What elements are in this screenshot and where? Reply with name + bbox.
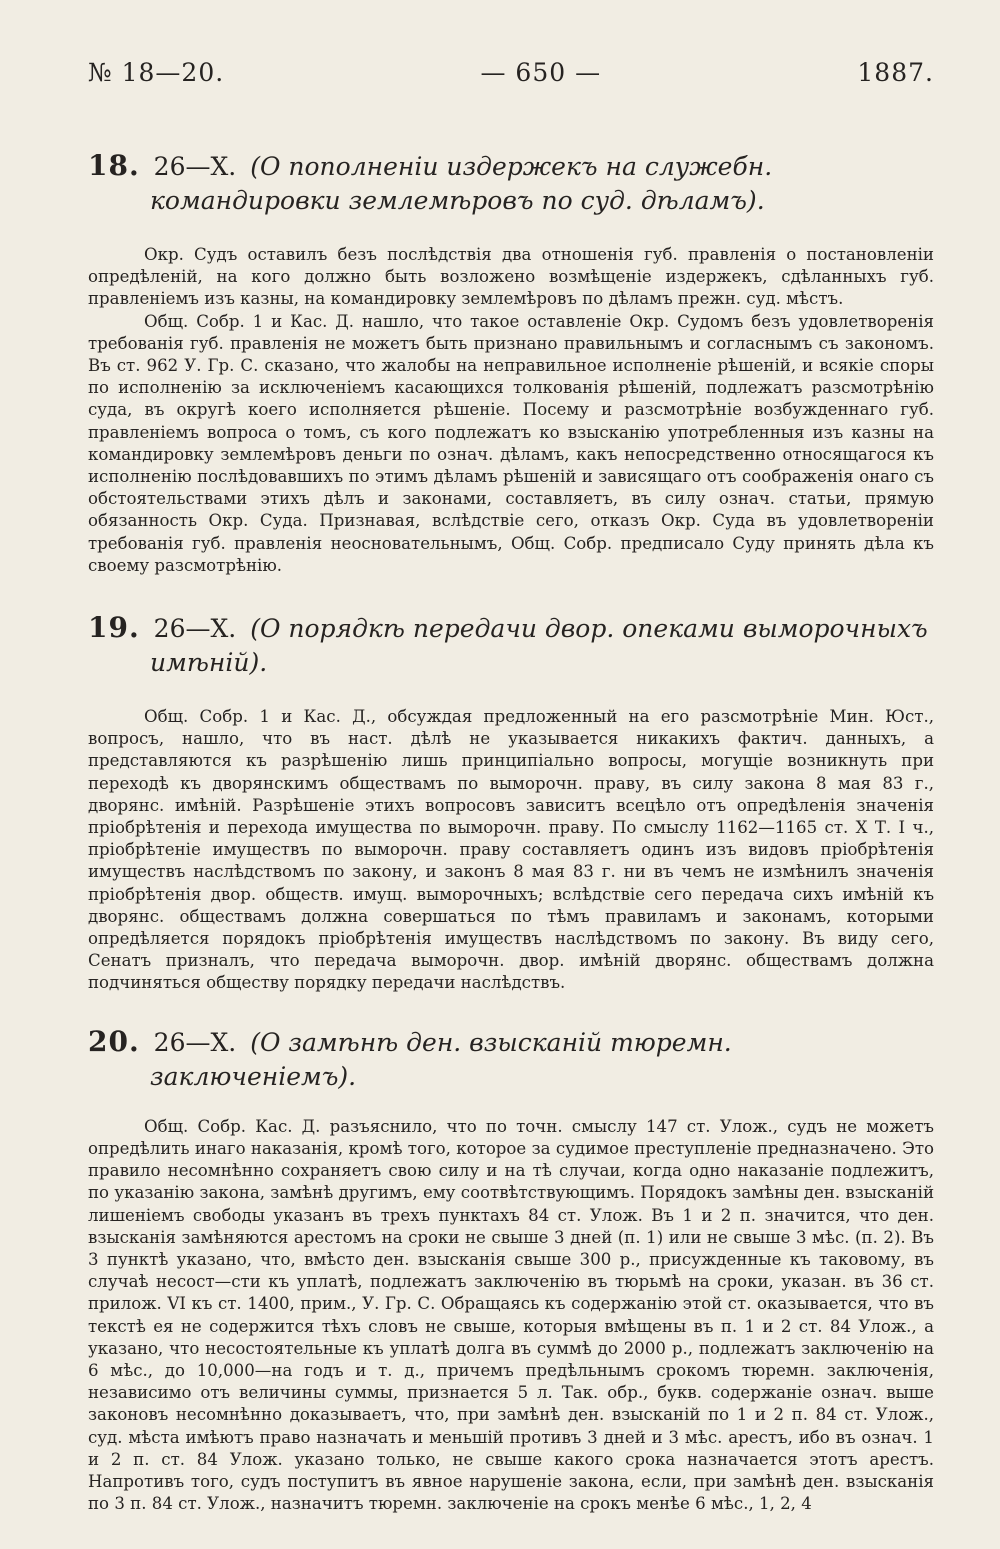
paragraph: Окр. Судъ оставилъ безъ послѣдствія два отношенія губ. правленія о постановленіи опредѣленій, на кого должно быть возложено возмѣщеніе издержекъ, сдѣланныхъ губ. правленіемъ изъ казны, на командировку землемѣровъ по дѣламъ прежн. суд. мѣстъ. bbox=[88, 245, 934, 309]
paragraph: Общ. Собр. 1 и Кас. Д. нашло, что такое оставленіе Окр. Судомъ безъ удовлетворенія требованія губ. правленія не можетъ быть признано правильнымъ и согласнымъ съ закономъ. Въ ст. 962 У. Гр. С. сказано, что жалобы на неправильное исполненіе рѣшеній, и всякіе споры по исполненію за исключеніемъ касающихся толкованія рѣшеній, подлежатъ разсмотрѣнію суда, въ округѣ коего исполняется рѣшеніе. Посему и разсмотрѣніе возбужденнаго губ. правленіемъ вопроса о томъ, съ кого подлежатъ ко взысканію употребленныя изъ казны на командировку землемѣровъ деньги по означ. дѣламъ, какъ непосредственно относящагося къ исполненію послѣдовавшихъ по этимъ дѣламъ рѣшеній и зависящаго отъ соображенія онаго съ обстоятельствами этихъ дѣлъ и законами, составляетъ, въ силу означ. статьи, прямую обязанность Окр. Суда. Признавая, вслѣдствіе сего, отказъ Окр. Суда въ удовлетвореніи требованія губ. правленія неосновательнымъ, Общ. Собр. предписало Суду принять дѣла къ своему разсмотрѣнію. bbox=[88, 311, 934, 575]
section-date: 26—X. bbox=[153, 614, 237, 644]
section-number: 19. bbox=[88, 611, 140, 645]
section-title: (О пополненіи издержекъ на служебн. командировки землемѣровъ по суд. дѣламъ). bbox=[150, 152, 773, 215]
section-date: 26—X. bbox=[153, 1027, 237, 1057]
section-title: (О замѣнѣ ден. взысканій тюремн. заключеніемъ). bbox=[150, 1027, 732, 1091]
year: 1887. bbox=[857, 58, 934, 87]
issue-number: № 18—20. bbox=[88, 58, 225, 87]
page-number: — 650 — bbox=[480, 58, 602, 87]
section-number: 20. bbox=[88, 1024, 140, 1058]
paragraph: Общ. Собр. Кас. Д. разъяснило, что по точн. смыслу 147 ст. Улож., судъ не можетъ опредѣлить инаго наказанія, кромѣ того, которое за судимое преступленіе предназначено. Это правило несомнѣнно сохраняетъ свою силу и на тѣ случаи, когда одно наказаніе подлежитъ, по указанію закона, замѣнѣ другимъ, ему соотвѣтствующимъ. Порядокъ замѣны ден. взысканій лишеніемъ свободы указанъ въ трехъ пунктахъ 84 ст. Улож. Въ 1 и 2 п. значится, что ден. взысканія замѣняются арестомъ на сроки не свыше 3 дней (п. 1) или не свыше 3 мѣс. (п. 2). Въ 3 пунктѣ указано, что, вмѣсто ден. взысканія свыше 300 р., присужденные къ таковому, въ случаѣ несост—сти къ уплатѣ, подлежатъ заключенію въ тюрьмѣ на сроки, указан. въ 36 ст. прилож. VI къ ст. 1400, прим., У. Гр. С. Обращаясь къ содержанію этой ст. оказывается, что въ текстѣ ея не содержится тѣхъ словъ не свыше, которыя вмѣщены въ п. 1 и 2 ст. 84 Улож., а указано, что несостоятельные къ уплатѣ долга въ суммѣ до 2000 р., подлежатъ заключенію на 6 мѣс., до 10,000—на годъ и т. д., причемъ предѣльнымъ срокомъ тюремн. заключенія, независимо отъ величины суммы, признается 5 л. Так. обр., букв. содержаніе означ. выше законовъ несомнѣнно доказываетъ, что, при замѣнѣ ден. взысканій по 1 и 2 п. 84 ст. Улож., суд. мѣста имѣютъ право назначать и меньшій противъ 3 дней и 3 мѣс. арестъ, ибо въ означ. 1 и 2 п. ст. 84 Улож. указано только, не свыше какого срока назначается этотъ арестъ. Напротивъ того, судъ поступитъ въ явное нарушеніе закона, если, при замѣнѣ ден. взысканія по 3 п. 84 ст. Улож., назначитъ тюремн. заключеніе на срокъ менѣе 6 мѣс., 1, 2, 4 bbox=[88, 1116, 934, 1514]
section-20 bbox=[88, 1025, 934, 1516]
paragraph: Общ. Собр. 1 и Кас. Д., обсуждая предложенный на его разсмотрѣніе Мин. Юст., вопросъ, нашло, что въ наст. дѣлѣ не указывается никакихъ фактич. данныхъ, а представляются къ разрѣшенію лишь принципіально вопросы, могущіе возникнуть при переходѣ къ дворянскимъ обществамъ по выморочн. праву, въ силу закона 8 мая 83 г., дворянс. имѣній. Разрѣшеніе этихъ вопросовъ зависитъ всецѣло отъ опредѣленія значенія пріобрѣтенія и перехода имущества по выморочн. праву. По смыслу 1162—1165 ст. X Т. I ч., пріобрѣтеніе имуществъ по выморочн. праву составляетъ одинъ изъ видовъ пріобрѣтенія имуществъ наслѣдствомъ по закону, и законъ 8 мая 83 г. ни въ чемъ не измѣнилъ значенія пріобрѣтенія двор. обществ. имущ. выморочныхъ; вслѣдствіе сего передача сихъ имѣній къ дворянс. обществамъ должна совершаться по тѣмъ правиламъ и законамъ, которыми опредѣляется порядокъ пріобрѣтенія имуществъ наслѣдствомъ по закону. Въ виду сего, Сенатъ призналъ, что передача выморочн. двор. имѣній дворянс. обществамъ должна подчиняться обществу порядку передачи наслѣдствъ. bbox=[88, 707, 934, 993]
section-title: (О порядкѣ передачи двор. опеками выморочныхъ имѣній). bbox=[150, 614, 928, 678]
section-body bbox=[88, 244, 934, 577]
section-heading bbox=[88, 149, 934, 218]
section-heading bbox=[88, 1025, 934, 1094]
section-body bbox=[88, 706, 934, 995]
page-header bbox=[88, 58, 934, 87]
section-19 bbox=[88, 611, 934, 995]
section-18 bbox=[88, 149, 934, 577]
section-number: 18. bbox=[88, 149, 140, 182]
section-heading bbox=[88, 611, 934, 680]
section-body bbox=[88, 1116, 934, 1516]
section-date: 26—X. bbox=[153, 152, 237, 181]
